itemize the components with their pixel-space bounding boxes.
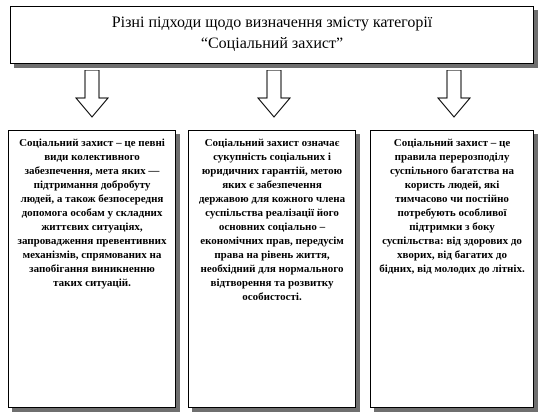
approach-text-2: Соціальний захист означає сукупність соціальних і юридичних гарантій, метою яких є забезпечення державою для кожного члена суспільства реалізації його основних соціально – економічних прав, передусім права на рівень життя, необхідний для нормального відтворення та розвитку особистості. <box>198 137 346 303</box>
down-arrow-right <box>437 70 471 118</box>
diagram-title-line-2: “Соціальний захист” <box>200 35 344 52</box>
approach-box-2 <box>188 130 356 408</box>
approach-text-1: Соціальний захист – це певні види колективного забезпечення, мета яких — підтримання добробуту людей, а також безпосередня допомога особам у складних життєвих ситуаціях, запровадження превентивних механізмів, спрямованих на запобігання виникненню таких ситуацій. <box>17 137 167 289</box>
down-arrow-middle <box>257 70 291 118</box>
approach-box-1 <box>8 130 176 408</box>
approach-text-3: Соціальний захист – це правила перерозподілу суспільного багатства на користь людей, які тимчасово чи постійно потребують особливої підтримки з боку суспільства: від здорових до хворих, від багатих до бідних, від молодих до літніх. <box>379 137 525 275</box>
down-arrow-left <box>75 70 109 118</box>
approach-box-3 <box>370 130 534 408</box>
diagram-title-box <box>10 6 534 64</box>
diagram-title-line-1: Різні підходи щодо визначення змісту категорії <box>111 14 433 31</box>
